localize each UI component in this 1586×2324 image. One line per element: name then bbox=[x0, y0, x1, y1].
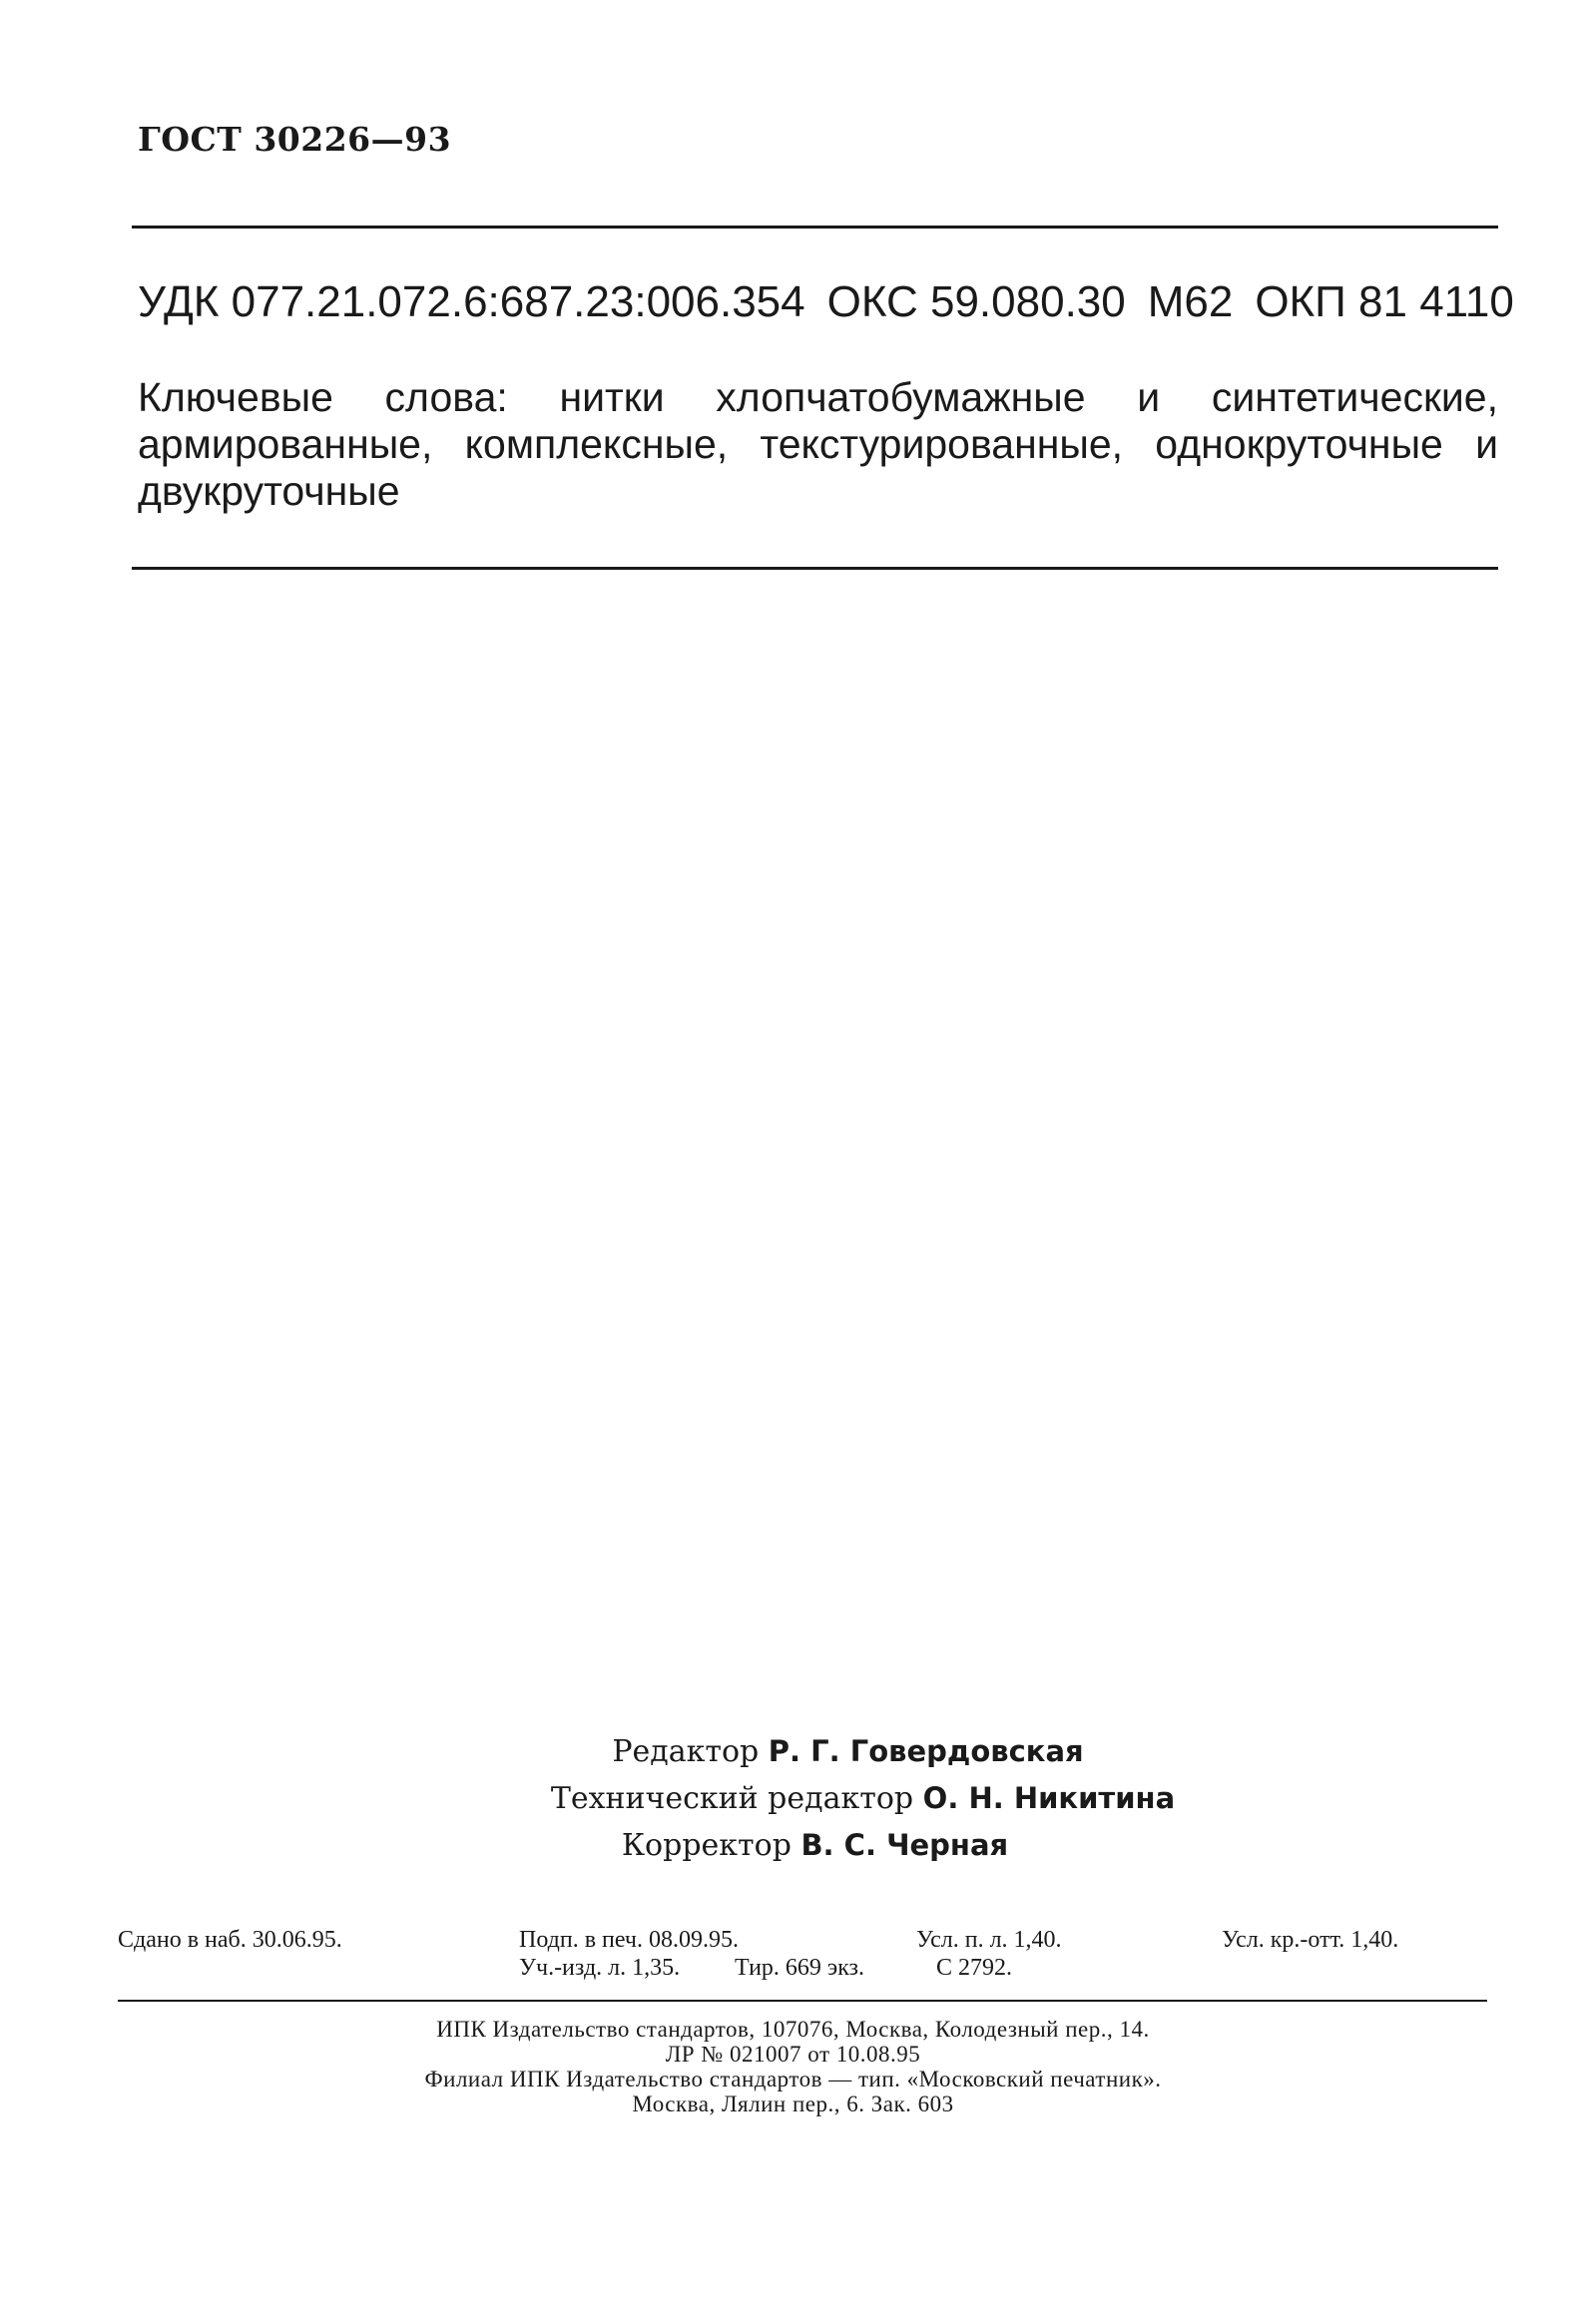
publisher-line-4: Москва, Лялин пер., 6. Зак. 603 bbox=[632, 2092, 954, 2116]
document-code: ГОСТ 30226—93 bbox=[138, 120, 452, 159]
editor-name: Р. Г. Говердовская bbox=[768, 1734, 1084, 1768]
proofreader-name: В. С. Черная bbox=[800, 1828, 1009, 1862]
print-info-row-1 bbox=[118, 1926, 1495, 1954]
tech-editor-line bbox=[0, 1775, 1586, 1822]
udk-code: УДК 077.21.072.6:687.23:006.354 bbox=[138, 277, 805, 326]
proofreader-line bbox=[0, 1822, 1586, 1869]
publisher-line-3: Филиал ИПК Издательство стандартов — тип. «Московский печатник». bbox=[424, 2067, 1162, 2092]
credits-block bbox=[0, 1728, 1586, 1869]
circulation: Тир. 669 экз. bbox=[735, 1955, 865, 1981]
signed-date: Подп. в печ. 08.09.95. bbox=[519, 1927, 739, 1953]
tech-editor-name: О. Н. Никитина bbox=[922, 1781, 1176, 1815]
oks-code: ОКС 59.080.30 bbox=[826, 277, 1126, 326]
print-info-block bbox=[118, 1926, 1495, 1982]
editor-role: Редактор bbox=[612, 1734, 760, 1769]
submitted-date: Сдано в наб. 30.06.95. bbox=[118, 1927, 342, 1953]
order-code: С 2792. bbox=[936, 1955, 1013, 1981]
classification-line bbox=[138, 277, 1514, 327]
tech-editor-role: Технический редактор bbox=[550, 1781, 914, 1816]
print-info-row-2 bbox=[118, 1954, 1495, 1982]
top-divider bbox=[132, 226, 1498, 229]
publisher-line-2: ЛР № 021007 от 10.08.95 bbox=[665, 2042, 921, 2067]
proofreader-role: Корректор bbox=[621, 1828, 792, 1863]
publisher-block bbox=[0, 2017, 1586, 2116]
pub-sheets: Уч.-изд. л. 1,35. bbox=[519, 1955, 681, 1981]
group-code: М62 bbox=[1147, 277, 1234, 326]
keywords-divider bbox=[132, 567, 1498, 570]
print-sheets: Усл. п. л. 1,40. bbox=[916, 1927, 1062, 1953]
color-prints: Усл. кр.-отт. 1,40. bbox=[1222, 1927, 1399, 1953]
editor-line bbox=[0, 1728, 1586, 1775]
imprint-divider bbox=[118, 2000, 1487, 2002]
keywords-paragraph: Ключевые слова: нитки хлопчатобумажные и синтетические, армированные, комплексные, текстурированные, однокруточные и двукруточные bbox=[138, 374, 1498, 514]
okp-code: ОКП 81 4110 bbox=[1255, 277, 1514, 326]
publisher-line-1: ИПК Издательство стандартов, 107076, Москва, Колодезный пер., 14. bbox=[436, 2017, 1150, 2042]
